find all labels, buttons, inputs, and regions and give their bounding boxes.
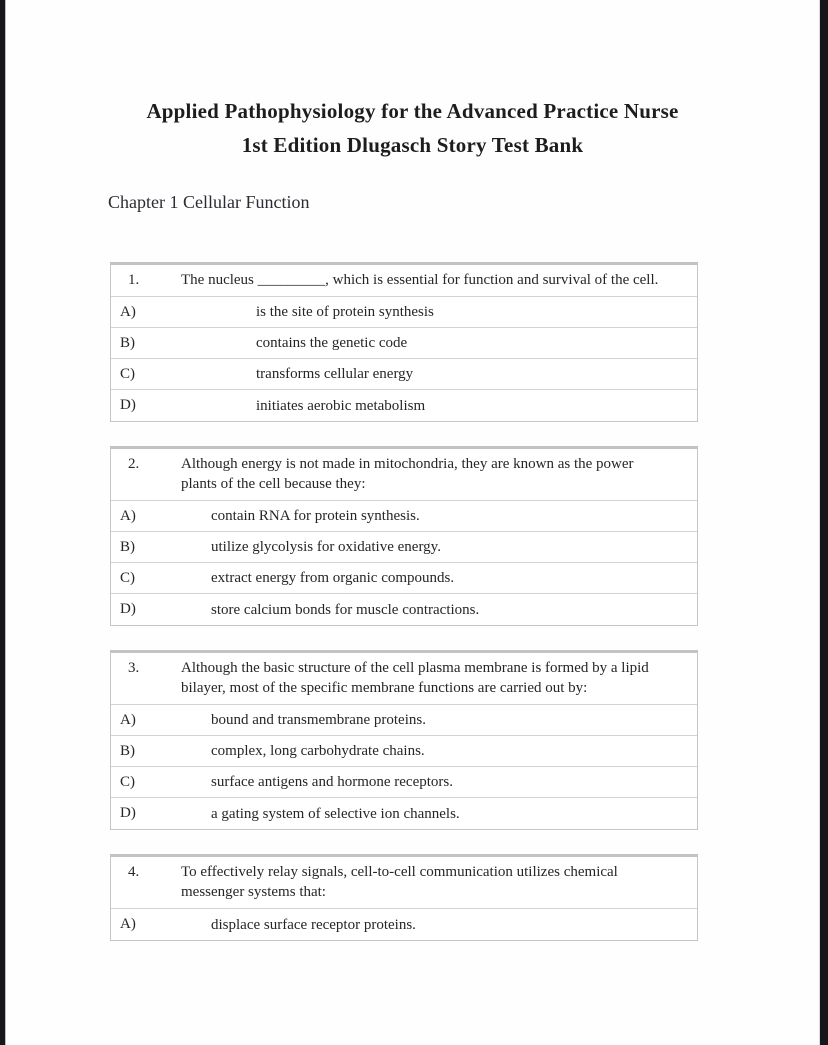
option-text: a gating system of selective ion channels. <box>211 805 460 822</box>
option-label: C) <box>120 365 135 382</box>
option-text: utilize glycolysis for oxidative energy. <box>211 539 441 555</box>
option-label: B) <box>120 538 135 555</box>
option-row <box>111 359 697 390</box>
option-text: complex, long carbohydrate chains. <box>211 743 425 759</box>
chapter-heading: Chapter 1 Cellular Function <box>108 192 310 212</box>
option-label: A) <box>120 507 136 524</box>
question-text: To effectively relay signals, cell-to-cell communication utilizes chemical messenger systems that: <box>181 864 618 900</box>
question-number: 2. <box>128 456 140 472</box>
option-row <box>111 767 697 798</box>
option-row <box>111 736 697 767</box>
question-row <box>111 265 697 297</box>
question-text: The nucleus _________, which is essential for function and survival of the cell. <box>181 272 659 288</box>
option-label: B) <box>120 742 135 759</box>
option-text: surface antigens and hormone receptors. <box>211 774 453 790</box>
question-number: 1. <box>128 272 140 288</box>
question-row <box>111 653 697 705</box>
question-text: Although the basic structure of the cell plasma membrane is formed by a lipid bilayer, most of the specific membrane functions are carried out by: <box>181 660 649 696</box>
question-number: 3. <box>128 660 140 676</box>
option-text: displace surface receptor proteins. <box>211 916 416 933</box>
option-label: A) <box>120 303 136 320</box>
question-number: 4. <box>128 864 140 880</box>
option-label: A) <box>120 916 136 932</box>
option-label: C) <box>120 569 135 586</box>
question-table-4 <box>110 854 698 941</box>
option-row <box>111 563 697 594</box>
question-table-1 <box>110 262 698 422</box>
option-row <box>111 594 697 625</box>
option-row <box>111 798 697 829</box>
option-text: bound and transmembrane proteins. <box>211 712 426 728</box>
option-label: D) <box>120 805 136 821</box>
question-list <box>110 262 698 941</box>
option-text: transforms cellular energy <box>256 366 414 382</box>
option-text: contain RNA for protein synthesis. <box>211 508 420 524</box>
document-title-line2: 1st Edition Dlugasch Story Test Bank <box>241 133 584 157</box>
option-label: D) <box>120 397 136 413</box>
question-table-3 <box>110 650 698 830</box>
document-page <box>5 0 820 1045</box>
option-row <box>111 532 697 563</box>
option-row <box>111 501 697 532</box>
option-text: contains the genetic code <box>256 335 408 351</box>
question-row <box>111 857 697 909</box>
option-row <box>111 297 697 328</box>
question-row <box>111 449 697 501</box>
option-text: is the site of protein synthesis <box>256 304 434 320</box>
option-row <box>111 390 697 421</box>
question-text: Although energy is not made in mitochondria, they are known as the power plants of the cell because they: <box>181 456 634 492</box>
option-label: C) <box>120 773 135 790</box>
option-text: store calcium bonds for muscle contractions. <box>211 601 480 618</box>
option-row <box>111 909 697 940</box>
option-text: initiates aerobic metabolism <box>256 397 426 414</box>
option-label: B) <box>120 334 135 351</box>
document-title <box>6 94 819 162</box>
question-table-2 <box>110 446 698 626</box>
document-title-line1: Applied Pathophysiology for the Advanced Practice Nurse <box>146 99 679 123</box>
option-row <box>111 705 697 736</box>
option-label: A) <box>120 711 136 728</box>
option-text: extract energy from organic compounds. <box>211 570 455 586</box>
option-row <box>111 328 697 359</box>
option-label: D) <box>120 601 136 617</box>
